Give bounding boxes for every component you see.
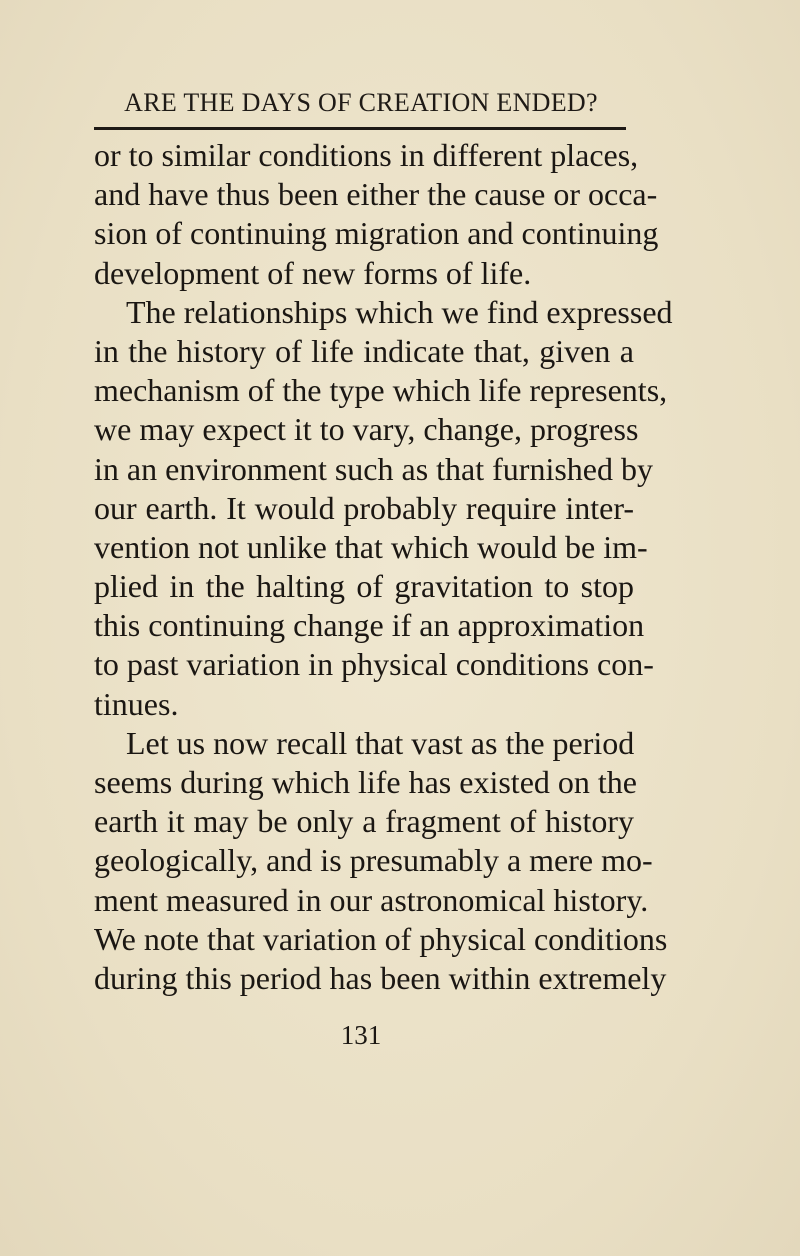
text-line: our earth. It would probably require inter- bbox=[94, 489, 634, 526]
text-line: we may expect it to vary, change, progress bbox=[94, 411, 639, 448]
text-line: in the history of life indicate that, given a bbox=[94, 332, 634, 369]
text-line: in an environment such as that furnished by bbox=[94, 450, 653, 487]
text-line: vention not unlike that which would be im- bbox=[94, 528, 648, 565]
text-line: ment measured in our astronomical history. bbox=[94, 881, 649, 918]
text-line: Let us now recall that vast as the period bbox=[126, 724, 635, 761]
page-number: 131 bbox=[340, 1020, 382, 1050]
text-line: to past variation in physical conditions con- bbox=[94, 646, 654, 683]
text-line: development of new forms of life. bbox=[94, 254, 532, 291]
text-line: plied in the halting of gravitation to stop bbox=[94, 568, 634, 605]
text-line: sion of continuing migration and continuing bbox=[94, 215, 659, 252]
text-line: earth it may be only a fragment of history bbox=[94, 803, 634, 840]
text-line: during this period has been within extremely bbox=[94, 959, 667, 996]
text-line: or to similar conditions in different places, bbox=[94, 137, 639, 173]
text-line: this continuing change if an approximation bbox=[94, 607, 645, 644]
text-line: The relationships which we find expressed bbox=[126, 293, 673, 330]
text-line: geologically, and is presumably a mere mo- bbox=[94, 842, 653, 879]
text-line: tinues. bbox=[94, 685, 179, 722]
body-text bbox=[94, 136, 673, 998]
text-line: seems during which life has existed on the bbox=[94, 764, 637, 800]
running-head-title: ARE THE DAYS OF CREATION ENDED? bbox=[124, 88, 598, 117]
header-rule bbox=[94, 127, 626, 130]
text-line: mechanism of the type which life represents, bbox=[94, 372, 668, 409]
text-line: We note that variation of physical conditions bbox=[94, 920, 668, 957]
text-line: and have thus been either the cause or occa- bbox=[94, 176, 658, 213]
